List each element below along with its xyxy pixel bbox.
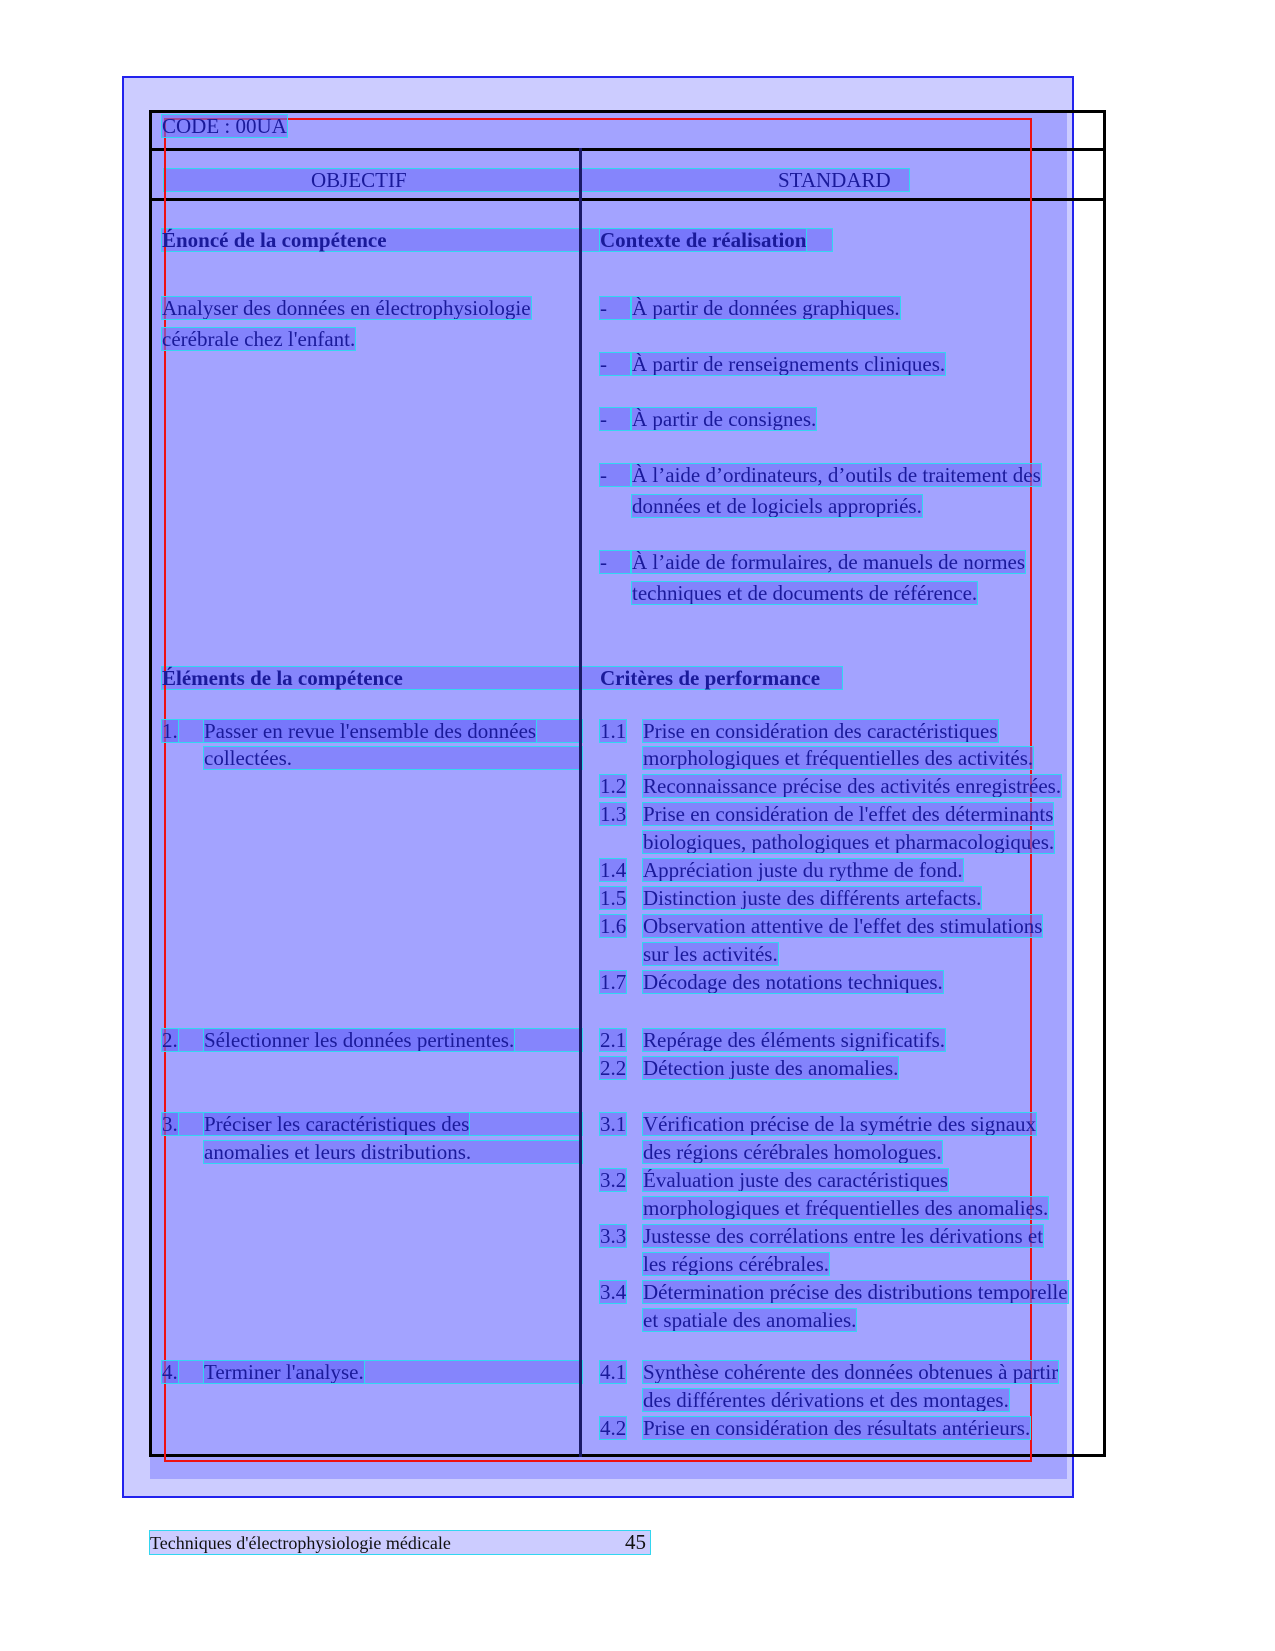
- element-number: 2.: [162, 1028, 178, 1052]
- critere-number: 1.6: [600, 914, 627, 938]
- column-header-objectif: OBJECTIF: [311, 168, 407, 192]
- column-header-standard: STANDARD: [778, 168, 891, 192]
- critere-text-line-1: Prise en considération de l'effet des déterminants: [643, 802, 1054, 826]
- critere-number: 2.2: [600, 1056, 627, 1080]
- critere-number: 1.4: [600, 858, 627, 882]
- enonce-heading: Énoncé de la compétence: [162, 228, 387, 252]
- critere-number: 3.1: [600, 1112, 627, 1136]
- critere-text-line-2: morphologiques et fréquentielles des anomalies.: [643, 1196, 1049, 1220]
- contexte-dash: -: [600, 297, 630, 319]
- page-number: 45: [625, 1530, 646, 1554]
- element-number: 3.: [162, 1112, 178, 1136]
- critere-text-line-1: Prise en considération des caractéristiques: [643, 719, 998, 743]
- element-number: 1.: [162, 719, 178, 743]
- critere-text-line-1: Vérification précise de la symétrie des signaux: [643, 1112, 1037, 1136]
- page-footer: [150, 1531, 650, 1554]
- critere-text-line-1: Observation attentive de l'effet des stimulations: [643, 914, 1043, 938]
- critere-number: 1.3: [600, 802, 627, 826]
- element-text-line-2: anomalies et leurs distributions.: [204, 1140, 472, 1164]
- element-text-line-1: Passer en revue l'ensemble des données: [204, 719, 537, 743]
- contexte-item-line-2: techniques et de documents de référence.: [632, 581, 978, 605]
- enonce-text-line-1: Analyser des données en électrophysiologie: [162, 296, 531, 320]
- contexte-dash: -: [600, 551, 630, 573]
- critere-number: 1.2: [600, 774, 627, 798]
- element-text-line-1: Terminer l'analyse.: [204, 1360, 364, 1384]
- critere-text-line-1: Distinction juste des différents artefacts.: [643, 886, 982, 910]
- contexte-dash: -: [600, 408, 630, 430]
- critere-number: 3.2: [600, 1168, 627, 1192]
- critere-text-line-1: Décodage des notations techniques.: [643, 970, 943, 994]
- table-border-top: [149, 110, 1106, 113]
- critere-text-line-2: morphologiques et fréquentielles des activités.: [643, 746, 1034, 770]
- critere-number: 1.1: [600, 719, 627, 743]
- criteres-heading: Critères de performance: [600, 666, 821, 690]
- critere-text-line-2: et spatiale des anomalies.: [643, 1308, 857, 1332]
- element-text-line-2: collectées.: [204, 746, 293, 770]
- critere-text-line-2: les régions cérébrales.: [643, 1252, 829, 1276]
- critere-text-line-1: Prise en considération des résultats antérieurs.: [643, 1416, 1031, 1440]
- critere-text-line-1: Évaluation juste des caractéristiques: [643, 1168, 948, 1192]
- contexte-item-line-1: À partir de données graphiques.: [632, 296, 900, 320]
- contexte-dash: -: [600, 464, 630, 486]
- contexte-item-line-2: données et de logiciels appropriés.: [632, 494, 922, 518]
- element-text-line-1: Préciser les caractéristiques des: [204, 1112, 470, 1136]
- contexte-item-line-1: À l’aide de formulaires, de manuels de normes: [632, 550, 1026, 574]
- enonce-text-line-2: cérébrale chez l'enfant.: [162, 327, 356, 351]
- critere-text-line-2: des différentes dérivations et des montages.: [643, 1388, 1009, 1412]
- critere-number: 1.5: [600, 886, 627, 910]
- critere-number: 2.1: [600, 1028, 627, 1052]
- critere-text-line-1: Détection juste des anomalies.: [643, 1056, 899, 1080]
- critere-text-line-2: biologiques, pathologiques et pharmacologiques.: [643, 830, 1055, 854]
- critere-number: 4.2: [600, 1416, 627, 1440]
- contexte-dash: -: [600, 353, 630, 375]
- element-text-line-1: Sélectionner les données pertinentes.: [204, 1028, 515, 1052]
- critere-number: 1.7: [600, 970, 627, 994]
- critere-text-line-1: Détermination précise des distributions temporelle: [643, 1280, 1068, 1304]
- critere-number: 3.3: [600, 1224, 627, 1248]
- contexte-heading: Contexte de réalisation: [600, 228, 807, 252]
- contexte-item-line-1: À partir de renseignements cliniques.: [632, 352, 946, 376]
- critere-text-line-1: Appréciation juste du rythme de fond.: [643, 858, 963, 882]
- table-border-right: [1103, 110, 1106, 1457]
- critere-text-line-2: sur les activités.: [643, 942, 778, 966]
- contexte-item-line-1: À l’aide d’ordinateurs, d’outils de traitement des: [632, 463, 1041, 487]
- critere-text-line-2: des régions cérébrales homologues.: [643, 1140, 942, 1164]
- critere-text-line-1: Reconnaissance précise des activités enregistrées.: [643, 774, 1062, 798]
- critere-number: 3.4: [600, 1280, 627, 1304]
- table-border-left: [149, 110, 152, 1457]
- element-number: 4.: [162, 1360, 178, 1384]
- contexte-item-line-1: À partir de consignes.: [632, 407, 817, 431]
- critere-number: 4.1: [600, 1360, 627, 1384]
- critere-text-line-1: Synthèse cohérente des données obtenues à partir: [643, 1360, 1059, 1384]
- elements-heading: Éléments de la compétence: [162, 666, 403, 690]
- code-label: CODE : 00UA: [162, 114, 287, 138]
- critere-text-line-1: Repérage des éléments significatifs.: [643, 1028, 946, 1052]
- footer-title: Techniques d'électrophysiologie médicale: [150, 1533, 451, 1553]
- critere-text-line-1: Justesse des corrélations entre les dérivations et: [643, 1224, 1044, 1248]
